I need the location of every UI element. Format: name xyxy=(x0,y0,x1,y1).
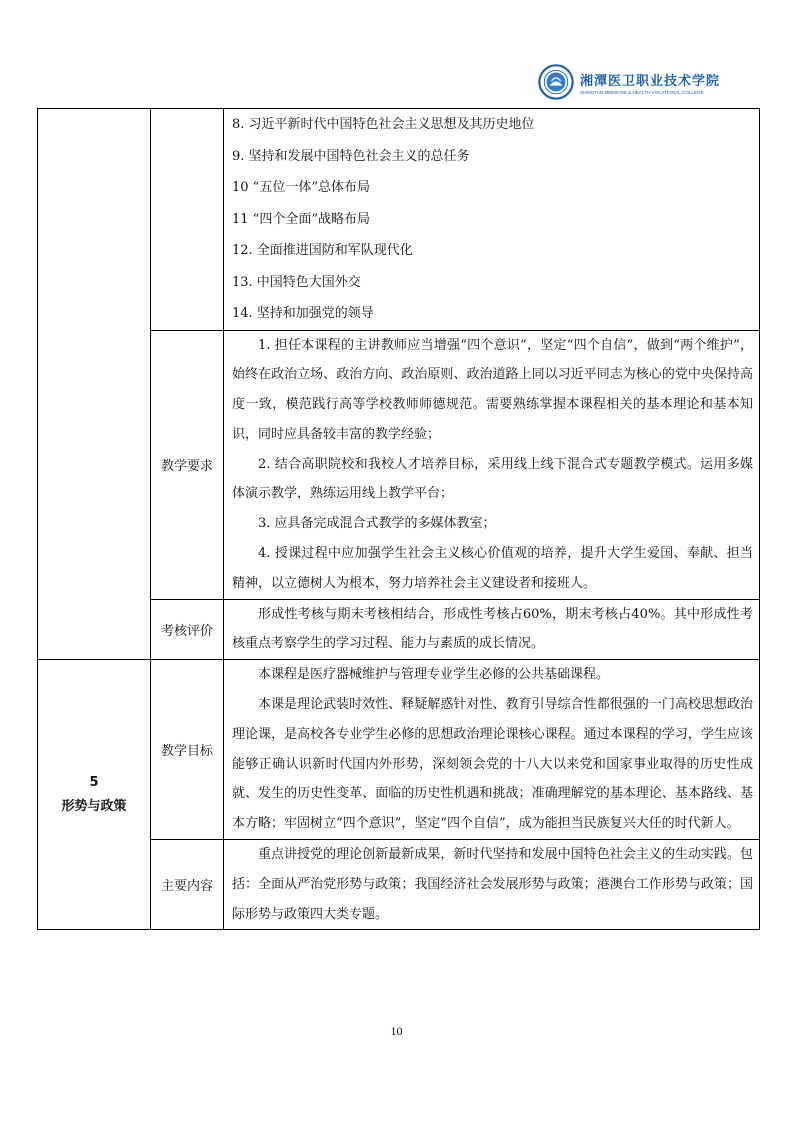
list-item: 9. 坚持和发展中国特色社会主义的总任务 xyxy=(232,148,470,164)
list-item: 13. 中国特色大国外交 xyxy=(232,274,361,290)
college-name-cn: 湘潭医卫职业技术学院 xyxy=(580,73,721,89)
page-number: 10 xyxy=(390,1024,403,1038)
requirements-label: 教学要求 xyxy=(151,330,224,599)
list-item: 11 “四个全面”战略布局 xyxy=(232,211,370,227)
requirement-item: 4. 授课过程中应加强学生社会主义核心价值观的培养，提升大学生爱国、奉献、担当精神，以立德树人为根本，努力培养社会主义建设者和接班人。 xyxy=(232,546,753,591)
main-content-text: 重点讲授党的理论创新最新成果，新时代坚持和发展中国特色社会主义的生动实践。包括：全面从严治党形势与政策；我国经济社会发展形势与政策；港澳台工作形势与政策；国际形势与政策四大类专题。 xyxy=(232,847,753,922)
list-item: 14. 坚持和加强党的领导 xyxy=(232,306,374,321)
assessment-label: 考核评价 xyxy=(151,599,224,660)
requirement-item: 2. 结合高职院校和我校人才培养目标，采用线上线下混合式专题教学模式。运用多媒体演示教学，熟练运用线上教学平台； xyxy=(232,456,753,502)
table-row xyxy=(38,109,760,331)
course-name: 形势与政策 xyxy=(61,798,127,814)
assessment-content xyxy=(224,599,760,660)
main-content xyxy=(224,840,760,930)
requirement-item: 1. 担任本课程的主讲教师应当增强“四个意识”，坚定“四个自信”，做到“两个维护”，始终在政治立场、政治方向、政治原则、政治道路上同以习近平同志为核心的党中央保持高度一致，模范践行高等学校教师师德规范。需要熟练掌握本课程相关的基本理论和基本知识，同时应具备较丰富的教学经验； xyxy=(232,337,753,442)
assessment-text: 形成性考核与期末考核相结合，形成性考核占60%，期末考核占40%。其中形成性考核重点考察学生的学习过程、能力与素质的成长情况。 xyxy=(232,606,753,652)
table-row xyxy=(38,660,760,840)
college-logo xyxy=(538,62,721,102)
list-item: 12. 全面推进国防和军队现代化 xyxy=(232,243,413,258)
goals-label: 教学目标 xyxy=(151,660,224,840)
college-name-en: XIANGTAN MEDICINE & HEALTH VOCATIONAL COLLEGE xyxy=(580,89,704,95)
requirements-content xyxy=(224,330,760,599)
list-item: 10 “五位一体”总体布局 xyxy=(232,180,370,195)
goals-content xyxy=(224,660,760,840)
goal-item: 本课是理论武装时效性、释疑解惑针对性、教育引导综合性都很强的一门高校思想政治理论课，是高校各专业学生必修的思想政治理论课核心课程。通过本课程的学习，学生应该能够正确认识新时代国内外形势，深刻领会党的十八大以来党和国家事业取得的历史性成就、发生的历史性变革、面临的历史性机遇和挑战；准确理解党的基本理论、基本路线、基本方略；牢固树立“四个意识”，坚定“四个自信”，成为能担当民族复兴大任的时代新人。 xyxy=(232,697,753,832)
course-4-content-list xyxy=(224,109,760,331)
requirement-item: 3. 应具备完成混合式教学的多媒体教室； xyxy=(258,516,496,532)
content-label: 主要内容 xyxy=(151,840,224,930)
content-label-cell xyxy=(151,109,224,331)
list-item: 8. 习近平新时代中国特色社会主义思想及其历史地位 xyxy=(232,117,535,132)
college-emblem-icon xyxy=(538,64,574,100)
course-4-cell xyxy=(38,109,151,660)
course-number: 5 xyxy=(89,774,99,790)
curriculum-table xyxy=(37,108,760,930)
goal-item: 本课程是医疗器械维护与管理专业学生必修的公共基础课程。 xyxy=(258,667,610,683)
course-5-cell xyxy=(38,660,151,930)
